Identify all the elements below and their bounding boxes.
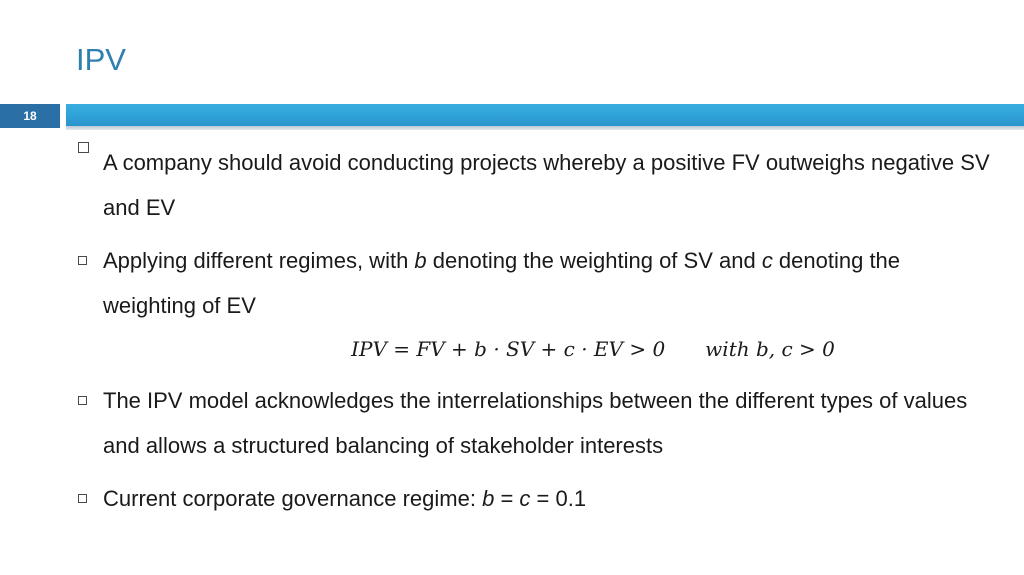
variable-b: b	[482, 486, 495, 511]
bullet-item-3	[78, 378, 998, 468]
bullet-text-part: =	[494, 486, 520, 511]
bullet-item-2	[78, 238, 998, 328]
square-bullet-icon	[78, 494, 87, 503]
bullet-text-part: = 0.1	[530, 486, 587, 511]
bullet-item-4	[78, 476, 998, 521]
square-bullet-icon	[78, 396, 87, 405]
square-bullet-icon	[78, 256, 87, 265]
variable-c: c	[761, 248, 773, 273]
title-bar-shadow	[66, 126, 1024, 130]
bullet-item-1	[78, 140, 998, 230]
formula-equation: IPV = FV + b · SV + c · EV > 0	[351, 337, 666, 361]
slide-title: IPV	[76, 42, 126, 77]
slide-number: 18	[0, 104, 60, 128]
formula-condition: with b, c > 0	[705, 337, 835, 361]
ipv-formula	[78, 330, 998, 368]
bullet-text-part: denoting the weighting of SV and	[426, 248, 762, 273]
variable-b: b	[414, 248, 427, 273]
bullet-text: The IPV model acknowledges the interrelationships between the different types of values and allows a structured balancing of stakeholder interests	[103, 388, 968, 458]
bullet-text-part: Applying different regimes, with	[103, 248, 415, 273]
variable-c: c	[519, 486, 531, 511]
bullet-text-part: Current corporate governance regime:	[103, 486, 483, 511]
square-bullet-icon	[78, 142, 89, 153]
bullet-text-part: denoting the weighting of EV	[103, 248, 901, 318]
slide-content	[78, 140, 998, 529]
bullet-text: A company should avoid conducting projects whereby a positive FV outweighs negative SV and EV	[103, 150, 990, 220]
title-bar	[66, 104, 1024, 126]
